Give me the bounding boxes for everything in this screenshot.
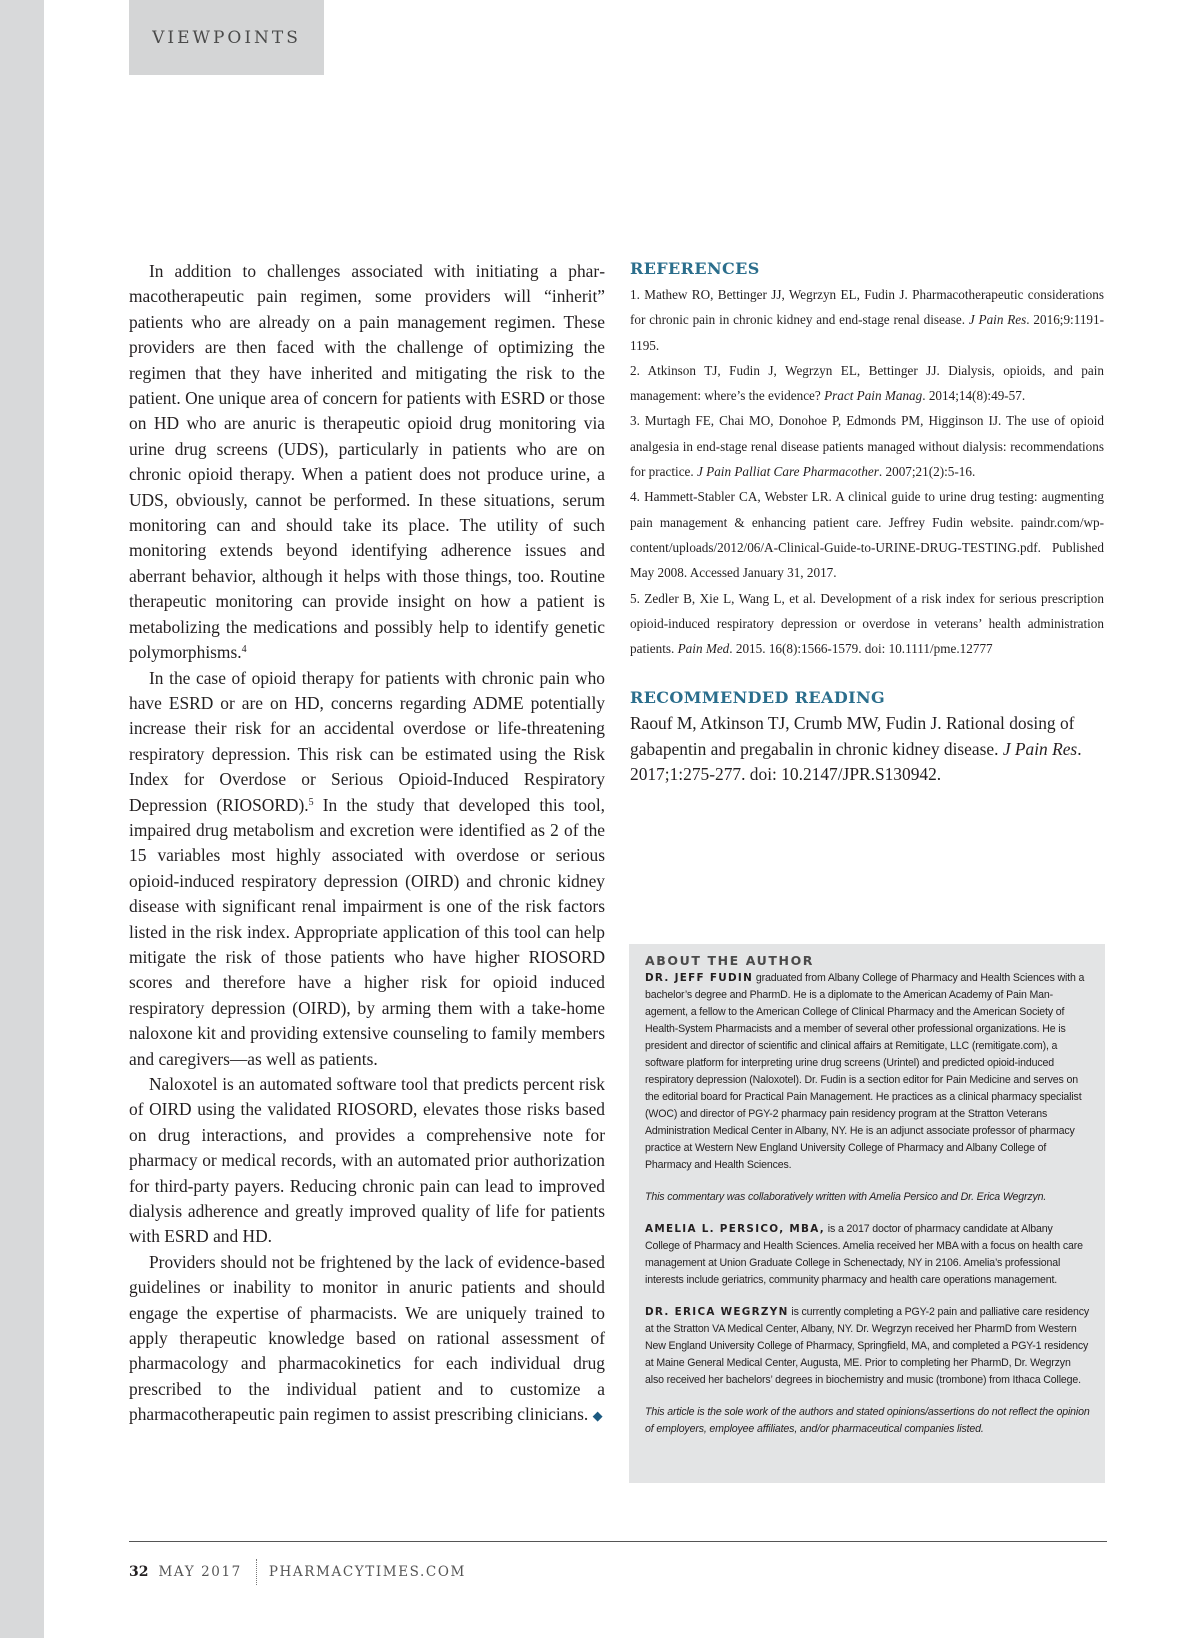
recommended-reading-heading: RECOMMENDED READING [630, 688, 886, 708]
text-run: is a 2017 doctor of pharmacy candidate at Albany College of Pharmacy and Health Sciences. Amelia received her MBA with a focus on health care management at Union Graduate College in Schenectady, NY in 2106. Amelia’s professional interests include geriatrics, community pharmacy and health care operations management. [645, 1223, 1083, 1286]
publication-website: PHARMACYTIMES.COM [268, 1564, 466, 1580]
citation-superscript: 5 [308, 796, 314, 808]
italic-text: J Pain Palliat Care Pharmacother [697, 464, 879, 480]
page-number: 32 [129, 1564, 149, 1580]
author-name: DR. JEFF FUDIN [645, 972, 754, 984]
about-the-author-title: ABOUT THE AUTHOR [645, 953, 815, 968]
reference-item [630, 484, 1104, 585]
text-run: 1. Mathew RO, Bettinger JJ, Wegrzyn EL, Fudin J. Pharmacotherapeutic considerations for chronic pain in chronic kidney and end-stage renal disease. [630, 287, 1104, 328]
text-run: In the case of opioid therapy for patients with chronic pain who have ESRD or are on HD, concerns regarding ADME potentially increase their risk for an accidental overdose or life-threatening respiratory depression. This risk can be estimated using the Risk Index for Overdose or Serious Opioid-Induced Respiratory Depression (RIOSORD). [129, 667, 605, 815]
about-paragraph [645, 1304, 1090, 1389]
italic-text: J Pain Res [968, 312, 1027, 328]
reference-item [630, 358, 1104, 409]
text-run: 5. Zedler B, Xie L, Wang L, et al. Development of a risk index for serious prescription opioid-induced respiratory depression or overdose in veterans’ health administration patients. [630, 590, 1104, 657]
recommended-reading-text [630, 711, 1104, 787]
author-name: DR. ERICA WEGRZYN [645, 1306, 789, 1318]
citation-superscript: 4 [241, 644, 247, 656]
text-run: . 2007;21(2):5-16. [878, 464, 976, 480]
about-paragraph [645, 970, 1090, 1174]
text-run: In addition to challenges associated with initiating a pharmacotherapeutic pain regimen, some providers will “inherit” patients who are already on a pain management regimen. These providers are then faced with the challenge of optimizing the regimen that they have inherited and mitigating the risk to the patient. One unique area of concern for patients with ESRD or those on HD who are anuric is therapeutic opioid drug monitoring via urine drug screens (UDS), particularly in patients who are on chronic opioid therapy. When a patient does not produce urine, a UDS, obviously, cannot be performed. In these situations, serum monitoring can and should take its place. The utility of such monitoring extends beyond identifying adherence issues and aberrant behavior, although it helps with those things, too. Routine therapeutic monitoring can provide insight on how a patient is metabolizing the medications and possibly help to identify genetic polymorphisms. [129, 261, 605, 663]
text-run: . 2017;1:275-277. doi: 10.2147/JPR.S130942. [630, 738, 1082, 785]
footer-rule [129, 1541, 1107, 1542]
text-run: . 2014;14(8):49-57. [922, 388, 1026, 404]
text-run: graduated from Albany College of Pharmacy and Health Sciences with a bachelor’s degree and PharmD. He is a diplomate to the American Academy of Pain Management, a fellow to the American College of Clinical Pharmacy and the American Society of Health-System Pharmacists and a member of several other professional organizations. He is president and director of scientific and clinical affairs at Remitigate, LLC (remitigate.com), a software platform for interpreting urine drug screens (Urintel) and predicted opioid-induced respiratory depression (Naloxotel). Dr. Fudin is a section editor for Pain Medicine and serves on the editorial board for Practical Pain Management. He practices as a clinical pharmacy specialist (WOC) and director of PGY-2 pharmacy pain residency program at the Stratton Veterans Administration Medical Center in Albany, NY. He is an adjunct associate professor of pharmacy practice at Western New England University College of Pharmacy and Albany College of Pharmacy and Health Sciences. [645, 972, 1085, 1171]
reference-item [630, 586, 1104, 662]
page-footer [129, 1561, 466, 1583]
text-run: . 2016;9:1191-1195. [630, 312, 1104, 353]
about-the-author-paragraphs [645, 970, 1090, 1438]
text-run: is currently completing a PGY-2 pain and palliative care residency at the Stratton VA Medical Center, Albany, NY. Dr. Wegrzyn received her PharmD from Western New England University College of Pharmacy, Springfield, MA, and completed a PGY-1 residency at Maine General Medical Center, Augusta, ME. Prior to completing her PharmD, Dr. Wegrzyn also received her bachelors’ degrees in biochemistry and music (trombone) from Ithaca College. [645, 1306, 1090, 1386]
text-run: In the study that developed this tool, impaired drug metabolism and excretion were identified as 2 of the 15 variables most highly associated with overdose or serious opioid-induced respiratory depression (OIRD) and chronic kidney disease with significant renal impairment is one of the risk factors listed in the risk index. Appropriate application of this tool can help mitigate the risk of those patients who have higher RIOSORD scores and therefore have a higher risk for opioid induced respiratory depression (OIRD), by arming them with a take-home naloxone kit and providing extensive counseling to family members and caregivers—as well as patients. [129, 794, 606, 1069]
text-run: 2. Atkinson TJ, Fudin J, Wegrzyn EL, Bettinger JJ. Dialysis, opioids, and pain management: where’s the evidence? [630, 362, 1104, 404]
about-paragraph [645, 1189, 1090, 1206]
author-name: AMELIA L. PERSICO, MBA, [645, 1223, 826, 1235]
body-paragraph [129, 666, 605, 1073]
body-paragraph [129, 259, 605, 666]
references-list [630, 282, 1104, 661]
section-tab: VIEWPOINTS [129, 0, 324, 75]
italic-text: This article is the sole work of the authors and stated opinions/assertions do not reflect the opinion of employers, employee affiliates, and/or pharmaceutical companies listed. [645, 1406, 1090, 1435]
reference-item [630, 282, 1104, 358]
issue-date: MAY 2017 [158, 1564, 242, 1580]
about-paragraph [645, 1404, 1090, 1438]
references-heading: REFERENCES [630, 259, 760, 278]
body-paragraph [129, 1250, 605, 1429]
article-body [129, 259, 605, 1429]
text-run: Raouf M, Atkinson TJ, Crumb MW, Fudin J. Rational dosing of gabapentin and pregabalin in chronic kidney disease. [630, 713, 1075, 759]
italic-text: J Pain Res [1002, 738, 1078, 759]
body-paragraph [129, 1072, 605, 1250]
italic-text: Pain Med [677, 641, 730, 657]
italic-text: Pract Pain Manag [824, 388, 923, 404]
footer-divider [256, 1559, 257, 1585]
text-run: . 2015. 16(8):1566-1579. doi: 10.1111/pme.12777 [729, 641, 993, 657]
text-run: 3. Murtagh FE, Chai MO, Donohoe P, Edmonds PM, Higginson IJ. The use of opioid analgesia in end-stage renal disease patients managed without dialysis: recommendations for practice. [630, 413, 1104, 480]
side-band [0, 0, 44, 1638]
reference-item [630, 408, 1104, 484]
text-run: Naloxotel is an automated software tool that predicts percent risk of OIRD using the validated RIOSORD, elevates those risks based on drug interactions, and provides a comprehensive note for pharmacy or medical records, with an automated prior authorization for third-party payers. Reducing chronic pain can lead to improved dialysis adherence and greatly improved quality of life for patients with ESRD and HD. [129, 1074, 605, 1247]
sidebar-column [630, 259, 1104, 788]
end-mark-icon: ◆ [592, 1408, 603, 1424]
text-run: Providers should not be frightened by the lack of evidence-based guidelines or inability to monitor in anuric patients and should engage the expertise of pharmacists. We are uniquely trained to apply therapeutic knowledge based on rational assessment of pharmacology and pharmacokinetics for each individual drug prescribed to the individual patient and to customize a pharmacotherapeutic pain regimen to assist prescribing clinicians. [129, 1251, 605, 1425]
italic-text: This commentary was collaboratively written with Amelia Persico and Dr. Erica Wegrzyn. [645, 1191, 1047, 1203]
about-the-author-box [629, 944, 1105, 1483]
text-run: 4. Hammett-Stabler CA, Webster LR. A clinical guide to urine drug testing: augmenting pain management & enhancing patient care. Jeffrey Fudin website. paindr.com/wp-content/uploads/2012/06/A-Clinical-Guide-to-URINE-DRUG-TESTING.pdf. Published May 2008. Accessed January 31, 2017. [630, 489, 1104, 581]
about-paragraph [645, 1221, 1090, 1289]
